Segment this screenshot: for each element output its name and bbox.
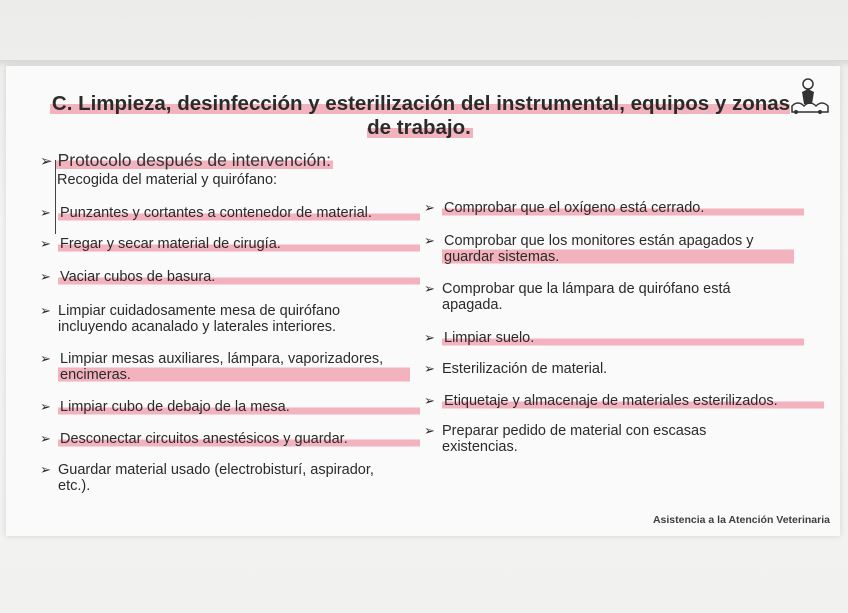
arrow-bullet-icon: ➢ <box>40 303 51 318</box>
list-item: ➢ Preparar pedido de material con escasas existencias. <box>424 423 707 455</box>
footer-label: Asistencia a la Atención Veterinaria <box>652 514 830 526</box>
arrow-bullet-icon: ➢ <box>40 351 51 366</box>
arrow-bullet-icon: ➢ <box>424 393 435 408</box>
list-item: ➢ Etiquetaje y almacenaje de materiales esterilizados. <box>424 393 824 409</box>
arrow-bullet-icon: ➢ <box>424 423 435 438</box>
list-item: ➢ Desconectar circuitos anestésicos y guardar. <box>40 431 420 447</box>
arrow-bullet-icon: ➢ <box>424 200 435 215</box>
list-item: ➢ Esterilización de material. <box>424 361 608 377</box>
arrow-bullet-icon: ➢ <box>424 233 435 248</box>
list-item: ➢ Vaciar cubos de basura. <box>40 269 420 285</box>
list-item: ➢ Comprobar que la lámpara de quirófano está apagada. <box>424 281 731 313</box>
arrow-bullet-icon: ➢ <box>40 153 53 170</box>
arrow-bullet-icon: ➢ <box>40 205 51 220</box>
arrow-bullet-icon: ➢ <box>424 281 435 296</box>
arrow-bullet-icon: ➢ <box>424 330 435 345</box>
list-item: ➢ Comprobar que el oxígeno está cerrado. <box>424 200 804 216</box>
list-item: ➢ Comprobar que los monitores están apagados y guardar sistemas. <box>424 233 794 265</box>
list-item: ➢ Punzantes y cortantes a contenedor de material. <box>40 205 420 221</box>
list-item: ➢ Limpiar suelo. <box>424 330 804 346</box>
arrow-bullet-icon: ➢ <box>424 361 435 376</box>
bracket-line <box>55 160 56 234</box>
list-item: ➢ Limpiar cuidadosamente mesa de quirófano incluyendo acanalado y laterales interiores. <box>40 303 341 335</box>
page-title: C. Limpieza, desinfección y esterilización del instrumental, equipos y zonas de trabajo. <box>51 92 791 139</box>
arrow-bullet-icon: ➢ <box>40 462 51 477</box>
arrow-bullet-icon: ➢ <box>40 236 51 251</box>
list-item: ➢ Fregar y secar material de cirugía. <box>40 236 420 252</box>
arrow-bullet-icon: ➢ <box>40 431 51 446</box>
list-item: ➢ Limpiar cubo de debajo de la mesa. <box>40 399 420 415</box>
list-item: ➢ Limpiar mesas auxiliares, lámpara, vaporizadores, encimeras. <box>40 351 410 383</box>
protocol-heading: ➢ Protocolo después de intervención: <box>40 150 331 170</box>
protocol-subheading: Recogida del material y quirófano: <box>57 172 278 188</box>
arrow-bullet-icon: ➢ <box>40 399 51 414</box>
list-item: ➢ Guardar material usado (electrobisturí, aspirador, etc.). <box>40 462 374 494</box>
arrow-bullet-icon: ➢ <box>40 269 51 284</box>
